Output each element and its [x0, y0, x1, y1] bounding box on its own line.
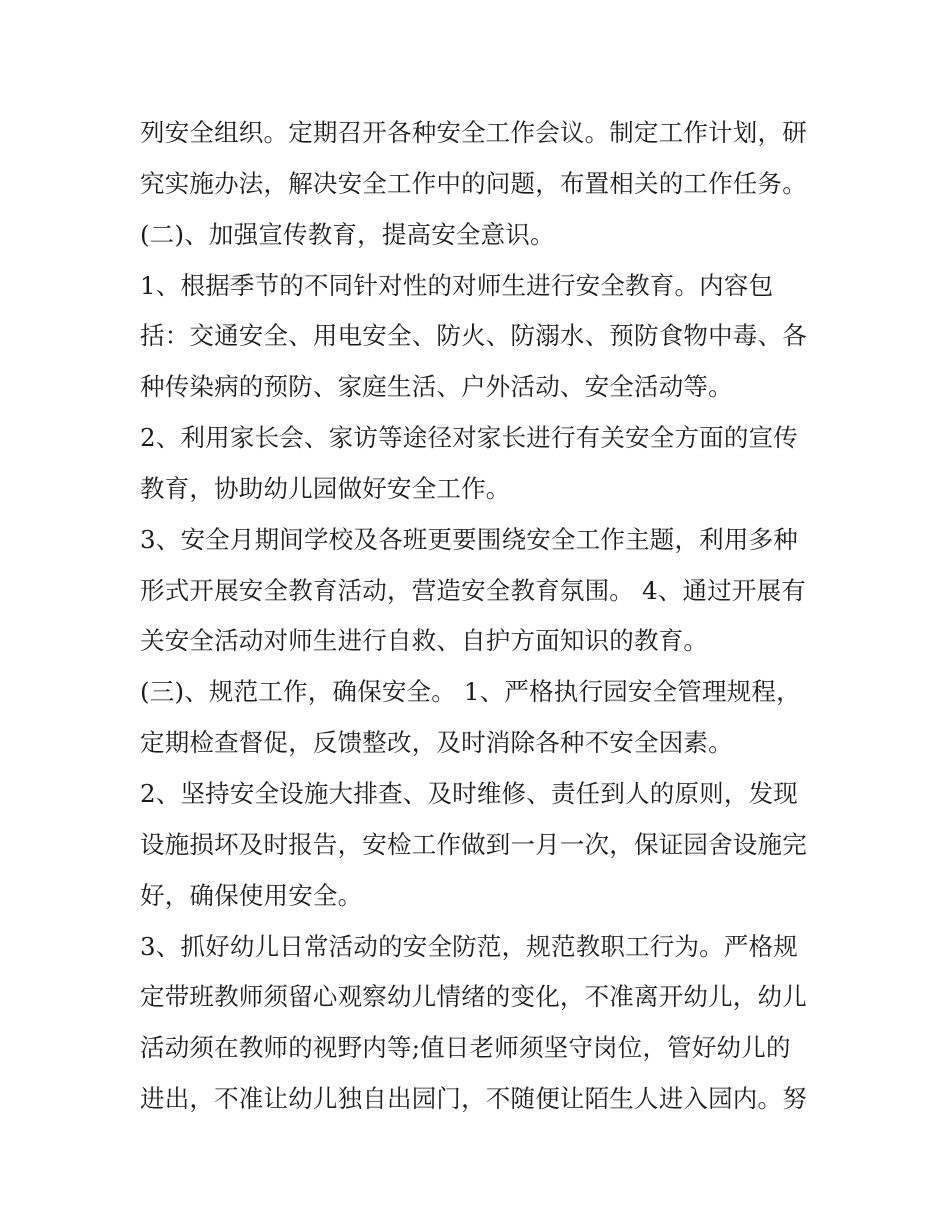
text-line-16: 好，确保使用安全。 [140, 880, 363, 910]
text-line-11: 关安全活动对师生进行自救、自护方面知识的教育。 [140, 626, 709, 656]
text-line-19: 活动须在教师的视野内等;值日老师须坚守岗位，管好幼儿的 [140, 1033, 791, 1063]
text-line-5: 括：交通安全、用电安全、防火、防溺水、预防食物中毒、各 [140, 321, 807, 351]
text-line-17: 3、抓好幼儿日常活动的安全防范，规范教职工行为。严格规 [140, 931, 798, 961]
text-line-20: 进出，不准让幼儿独自出园门，不随便让陌生人进入园内。努 [140, 1084, 807, 1114]
text-line-1: 列安全组织。定期召开各种安全工作会议。制定工作计划，研 [140, 118, 807, 147]
text-line-6: 种传染病的预防、家庭生活、户外活动、安全活动等。 [140, 372, 733, 402]
document-body [140, 108, 820, 1125]
text-line-2: 究实施办法，解决安全工作中的问题，布置相关的工作任务。 [140, 168, 807, 198]
text-line-13: 定期检查督促，反馈整改，及时消除各种不安全因素。 [140, 728, 733, 758]
text-line-4: 1、根据季节的不同针对性的对师生进行安全教育。内容包 [140, 270, 774, 300]
text-line-9: 3、安全月期间学校及各班更要围绕安全工作主题，利用多种 [140, 524, 798, 554]
text-line-14: 2、坚持安全设施大排查、及时维修、责任到人的原则，发现 [140, 778, 798, 808]
text-line-8: 教育，协助幼儿园做好安全工作。 [140, 473, 511, 503]
section-heading-3: (三)、规范工作，确保安全。 1、严格执行园安全管理规程， [140, 677, 801, 707]
text-line-10: 形式开展安全教育活动，营造安全教育氛围。 4、通过开展有 [140, 575, 806, 605]
text-line-18: 定带班教师须留心观察幼儿情绪的变化，不准离开幼儿，幼儿 [140, 982, 807, 1012]
text-line-15: 设施损坏及时报告，安检工作做到一月一次，保证园舍设施完 [140, 829, 807, 859]
section-heading-2: (二)、加强宣传教育，提高安全意识。 [140, 219, 555, 249]
text-line-7: 2、利用家长会、家访等途径对家长进行有关安全方面的宣传 [140, 423, 798, 453]
